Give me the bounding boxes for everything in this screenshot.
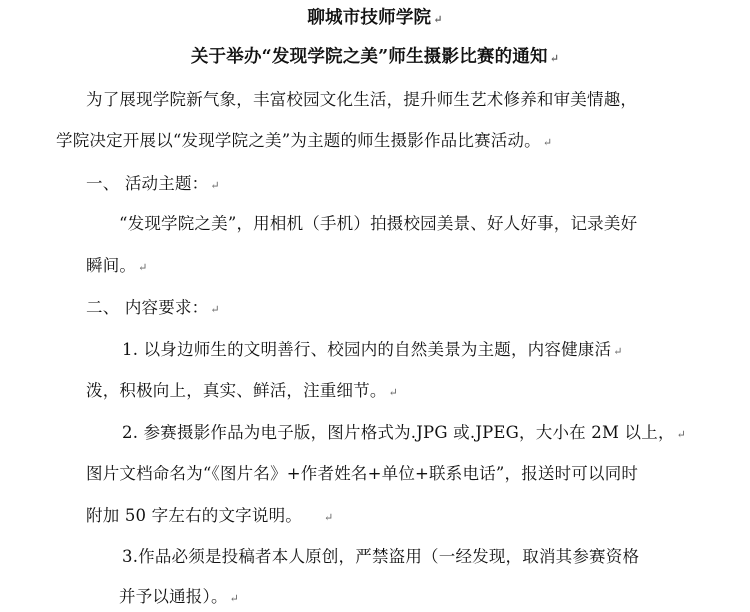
paragraph-mark-icon: ↵ [229, 592, 240, 605]
paragraph-mark-icon: ↵ [210, 179, 220, 192]
list-item-line: 3.作品必须是投稿者本人原创，严禁盗用（一经发现，取消其参赛资格 [122, 547, 640, 566]
body-line: “发现学院之美”，用相机（手机）拍摄校园美景、好人好事，记录美好 [119, 214, 638, 233]
list-item-line: 附加 50 字左右的文字说明。 ↵ [86, 505, 333, 529]
body-line: 为了展现学院新气象，丰富校园文化生活，提升师生艺术修养和审美情趣， [86, 90, 638, 109]
paragraph-mark-icon: ↵ [433, 13, 443, 26]
section-heading: 二、 内容要求： ↵ [86, 297, 220, 321]
list-item-line: 2. 参赛摄影作品为电子版，图片格式为.JPG 或.JPEG，大小在 2M 以上， ↵ [122, 422, 686, 446]
paragraph-mark-icon: ↵ [676, 428, 687, 441]
paragraph-mark-icon: ↵ [613, 345, 623, 358]
document-school-heading [0, 7, 750, 31]
section-heading: 一、 活动主题： ↵ [86, 173, 220, 197]
body-line: 学院决定开展以“发现学院之美”为主题的师生摄影作品比赛活动。 ↵ [56, 130, 552, 154]
paragraph-mark-icon: ↵ [542, 136, 553, 149]
list-item-line: 并予以通报）。 ↵ [119, 586, 239, 610]
paragraph-mark-icon: ↵ [210, 303, 220, 316]
list-item-line: 图片文档命名为“《图片名》+作者姓名+单位+联系电话”，报送时可以同时 [86, 464, 639, 483]
paragraph-mark-icon: ↵ [324, 511, 334, 524]
body-line: 瞬间。 ↵ [86, 255, 148, 279]
notice-title: 关于举办“发现学院之美”师生摄影比赛的通知 [190, 47, 548, 67]
list-item-line: 1. 以身边师生的文明善行、校园内的自然美景为主题，内容健康活 ↵ [122, 339, 623, 363]
list-item-line: 泼，积极向上，真实、鲜活，注重细节。 ↵ [86, 380, 398, 404]
paragraph-mark-icon: ↵ [138, 261, 148, 274]
school-name: 聊城市技师学院 [307, 8, 432, 28]
document-title [0, 46, 750, 70]
paragraph-mark-icon: ↵ [388, 386, 399, 399]
paragraph-mark-icon: ↵ [549, 52, 560, 65]
